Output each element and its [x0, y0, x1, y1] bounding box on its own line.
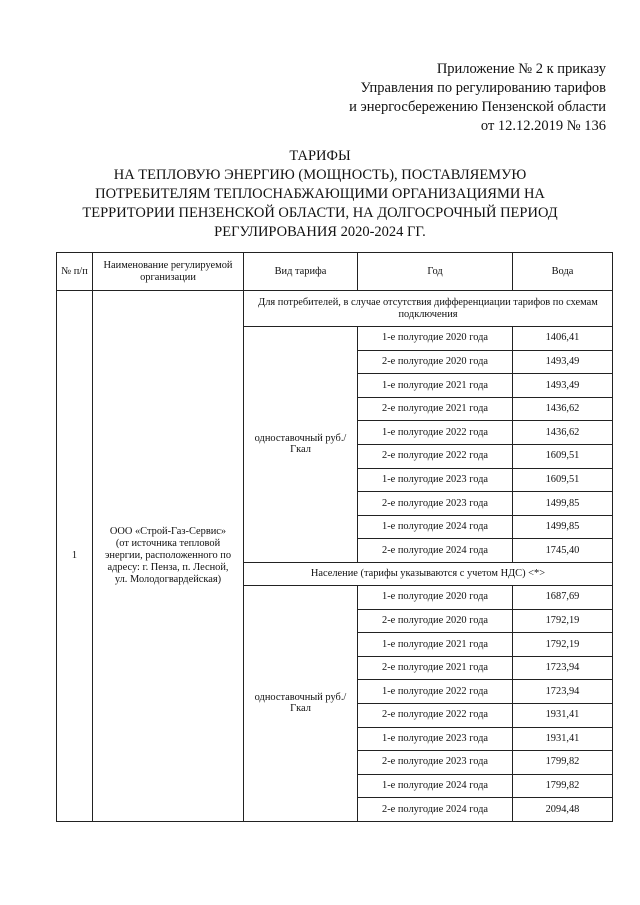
group-caption-row — [57, 291, 613, 327]
organization-name: ООО «Строй-Газ-Сервис» (от источника тепловой энергии, расположенного по адресу: г. Пенза, п. Лесной, ул. Молодогвардейская) — [93, 291, 244, 822]
water-tariff-value: 1792,19 — [513, 633, 613, 657]
group-caption: Для потребителей, в случае отсутствия дифференциации тарифов по схемам подключения — [244, 291, 613, 327]
header-line: Приложение № 2 к приказу — [436, 61, 606, 77]
period-cell: 1-е полугодие 2021 года — [358, 633, 513, 657]
period-cell: 1-е полугодие 2022 года — [358, 680, 513, 704]
period-cell: 1-е полугодие 2020 года — [358, 327, 513, 351]
water-tariff-value: 1436,62 — [513, 397, 613, 421]
group-caption: Население (тарифы указываются с учетом НДС) <*> — [244, 562, 613, 585]
period-cell: 1-е полугодие 2024 года — [358, 515, 513, 539]
period-cell: 1-е полугодие 2024 года — [358, 774, 513, 798]
water-tariff-value: 1406,41 — [513, 327, 613, 351]
water-tariff-value: 1609,51 — [513, 468, 613, 492]
tariff-type: одноставочный руб./Гкал — [244, 327, 358, 563]
water-tariff-value: 1499,85 — [513, 492, 613, 516]
header-water: Вода — [513, 253, 613, 291]
period-cell: 2-е полугодие 2021 года — [358, 397, 513, 421]
water-tariff-value: 1499,85 — [513, 515, 613, 539]
water-tariff-value: 1792,19 — [513, 609, 613, 633]
water-tariff-value: 1799,82 — [513, 774, 613, 798]
water-tariff-value: 1436,62 — [513, 421, 613, 445]
water-tariff-value: 1609,51 — [513, 444, 613, 468]
period-cell: 2-е полугодие 2023 года — [358, 492, 513, 516]
header-year: Год — [358, 253, 513, 291]
water-tariff-value: 1723,94 — [513, 656, 613, 680]
header-line: Управления по регулированию тарифов — [360, 80, 606, 96]
header-line: от 12.12.2019 № 136 — [480, 118, 606, 134]
period-cell: 2-е полугодие 2020 года — [358, 609, 513, 633]
water-tariff-value: 1687,69 — [513, 585, 613, 609]
tariff-table — [56, 252, 613, 822]
period-cell: 2-е полугодие 2024 года — [358, 539, 513, 563]
water-tariff-value: 1493,49 — [513, 374, 613, 398]
period-cell: 1-е полугодие 2023 года — [358, 468, 513, 492]
period-cell: 2-е полугодие 2020 года — [358, 350, 513, 374]
table-body — [57, 291, 613, 822]
period-cell: 1-е полугодие 2022 года — [358, 421, 513, 445]
water-tariff-value: 1723,94 — [513, 680, 613, 704]
period-cell: 1-е полугодие 2023 года — [358, 727, 513, 751]
header-tariff-type: Вид тарифа — [244, 253, 358, 291]
water-tariff-value: 2094,48 — [513, 798, 613, 822]
water-tariff-value: 1931,41 — [513, 727, 613, 751]
period-cell: 1-е полугодие 2020 года — [358, 585, 513, 609]
row-number: 1 — [57, 291, 93, 822]
title-line: ТАРИФЫ — [289, 148, 351, 164]
order-reference — [349, 60, 606, 136]
period-cell: 2-е полугодие 2022 года — [358, 444, 513, 468]
period-cell: 2-е полугодие 2021 года — [358, 656, 513, 680]
period-cell: 2-е полугодие 2023 года — [358, 751, 513, 775]
tariff-type: одноставочный руб./Гкал — [244, 585, 358, 821]
water-tariff-value: 1745,40 — [513, 539, 613, 563]
table-header-row — [57, 253, 613, 291]
water-tariff-value: 1493,49 — [513, 350, 613, 374]
period-cell: 1-е полугодие 2021 года — [358, 374, 513, 398]
document-title — [40, 147, 600, 242]
header-line: и энергосбережению Пензенской области — [349, 99, 606, 115]
title-line: ТЕРРИТОРИИ ПЕНЗЕНСКОЙ ОБЛАСТИ, НА ДОЛГОСРОЧНЫЙ ПЕРИОД — [82, 205, 558, 221]
period-cell: 2-е полугодие 2022 года — [358, 703, 513, 727]
title-line: РЕГУЛИРОВАНИЯ 2020-2024 ГГ. — [214, 224, 426, 240]
title-line: ПОТРЕБИТЕЛЯМ ТЕПЛОСНАБЖАЮЩИМИ ОРГАНИЗАЦИЯМИ НА — [95, 186, 545, 202]
water-tariff-value: 1931,41 — [513, 703, 613, 727]
water-tariff-value: 1799,82 — [513, 751, 613, 775]
period-cell: 2-е полугодие 2024 года — [358, 798, 513, 822]
header-organization: Наименование регулируемой организации — [93, 253, 244, 291]
title-line: НА ТЕПЛОВУЮ ЭНЕРГИЮ (МОЩНОСТЬ), ПОСТАВЛЯЕМУЮ — [113, 167, 527, 183]
header-number: № п/п — [57, 253, 93, 291]
